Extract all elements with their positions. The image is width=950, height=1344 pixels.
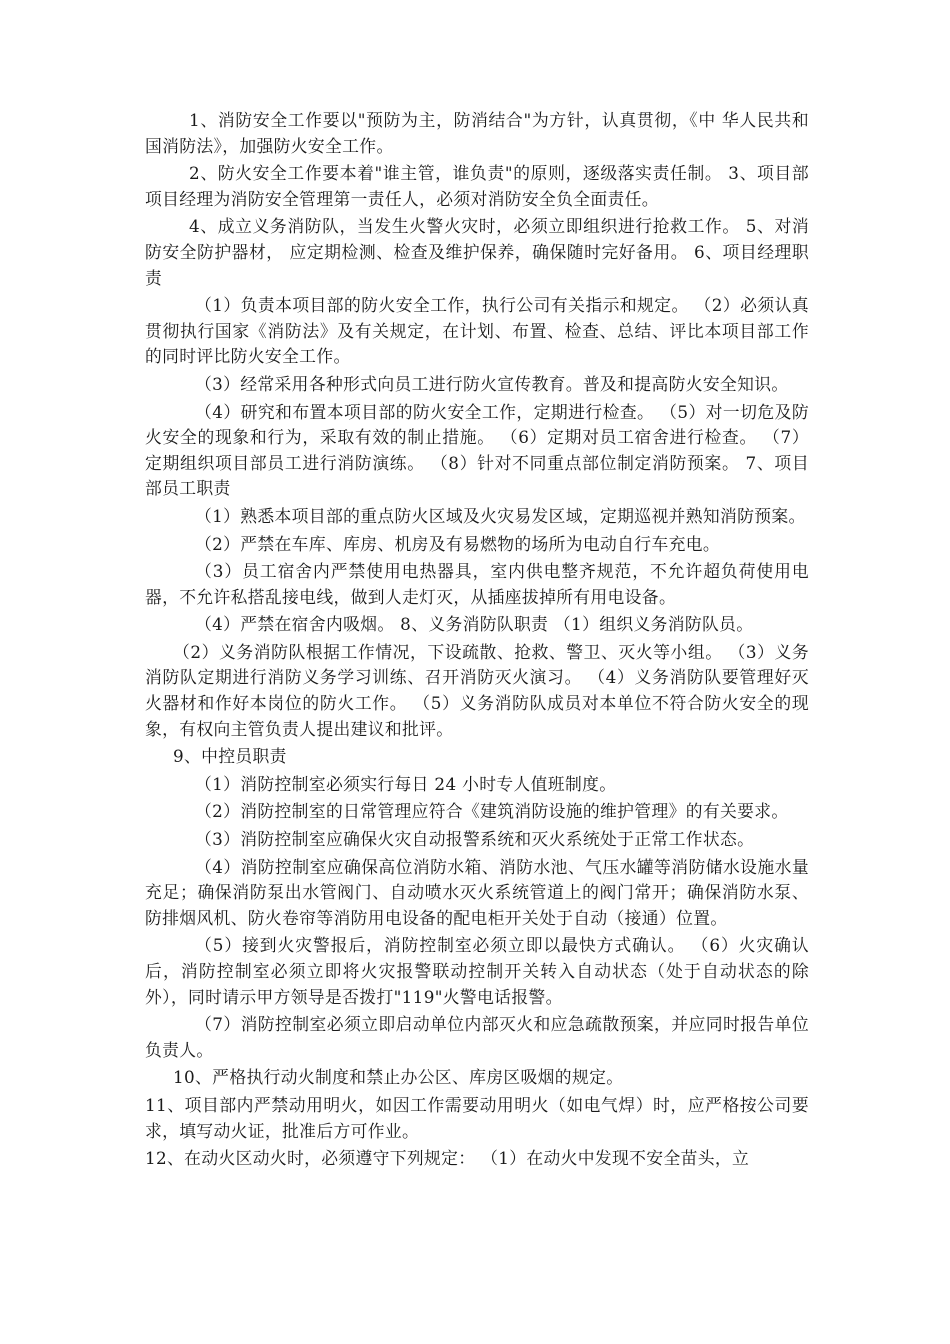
paragraph-1: 1、消防安全工作要以"预防为主，防消结合"为方针，认真贯彻，《中 华人民共和国消防法》，加强防火安全工作。 [145, 110, 809, 156]
paragraph-10: （4）严禁在宿舍内吸烟。 8、义务消防队职责 （1）组织义务消防队员。 [195, 614, 754, 635]
paragraph-18: （7）消防控制室必须立即启动单位内部灭火和应急疏散预案，并应同时报告单位负责人。 [145, 1014, 809, 1060]
paragraph-20: 11、项目部内严禁动用明火，如因工作需要动用明火（如电气焊）时，应严格按公司要求，填写动火证，批准后方可作业。 [145, 1094, 809, 1141]
paragraph-11: （2）义务消防队根据工作情况，下设疏散、抢救、警卫、灭火等小组。 （3）义务消防队定期进行消防义务学习训练、召开消防灭火演习。 （4）义务消防队要管理好灭火器材和作好本岗位的防火工作。 （5）义务消防队成员对本单位不符合防火安全的现象，有权向主管负责人提出建议和批评。 [145, 641, 809, 739]
paragraph-13: （1）消防控制室必须实行每日 24 小时专人值班制度。 [195, 773, 617, 794]
paragraph-9: （3）员工宿舍内严禁使用电热器具，室内供电整齐规范，不允许超负荷使用电器，不允许私搭乱接电线，做到人走灯灭，从插座拔掉所有用电设备。 [145, 561, 809, 607]
paragraph-21: 12、在动火区动火时，必须遵守下列规定： （1）在动火中发现不安全苗头，立 [145, 1148, 750, 1169]
paragraph-6: （4）研究和布置本项目部的防火安全工作，定期进行检查。 （5）对一切危及防火安全的现象和行为，采取有效的制止措施。 （6）定期对员工宿舍进行检查。 （7）定期组织项目部员工进行消防演练。 （8）针对不同重点部位制定消防预案。 7、项目部员工职责 [145, 401, 809, 499]
paragraph-17: （5）接到火灾警报后，消防控制室必须立即以最快方式确认。 （6）火灾确认后，消防控制室必须立即将火灾报警联动控制开关转入自动状态（处于自动状态的除外），同时请示甲方领导是否拨打"119"火警电话报警。 [145, 935, 809, 1007]
paragraph-4: （1）负责本项目部的防火安全工作，执行公司有关指示和规定。 （2）必须认真贯彻执行国家《消防法》及有关规定，在计划、布置、检查、总结、评比本项目部工作的同时评比防火安全工作。 [145, 295, 809, 367]
paragraph-8: （2）严禁在车库、库房、机房及有易燃物的场所为电动自行车充电。 [195, 533, 720, 554]
document-body [145, 108, 809, 1174]
paragraph-19: 10、严格执行动火制度和禁止办公区、库房区吸烟的规定。 [173, 1067, 624, 1088]
paragraph-14: （2）消防控制室的日常管理应符合《建筑消防设施的维护管理》的有关要求。 [195, 801, 789, 822]
paragraph-15: （3）消防控制室应确保火灾自动报警系统和灭火系统处于正常工作状态。 [195, 829, 755, 850]
paragraph-3: 4、成立义务消防队，当发生火警火灾时，必须立即组织进行抢救工作。 5、对消防安全防护器材， 应定期检测、检查及维护保养，确保随时完好备用。 6、项目经理职责 [145, 216, 809, 288]
paragraph-2: 2、防火安全工作要本着"谁主管，谁负责"的原则，逐级落实责任制。 3、项目部项目经理为消防安全管理第一责任人，必须对消防安全负全面责任。 [145, 163, 809, 209]
paragraph-16: （4）消防控制室应确保高位消防水箱、消防水池、气压水罐等消防储水设施水量充足；确保消防泵出水管阀门、自动喷水灭火系统管道上的阀门常开；确保消防水泵、防排烟风机、防火卷帘等消防用电设备的配电柜开关处于自动（接通）位置。 [145, 856, 809, 928]
paragraph-5: （3）经常采用各种形式向员工进行防火宣传教育。普及和提高防火安全知识。 [195, 373, 789, 394]
paragraph-12: 9、中控员职责 [173, 746, 287, 767]
paragraph-7: （1）熟悉本项目部的重点防火区域及火灾易发区域，定期巡视并熟知消防预案。 [195, 505, 806, 526]
